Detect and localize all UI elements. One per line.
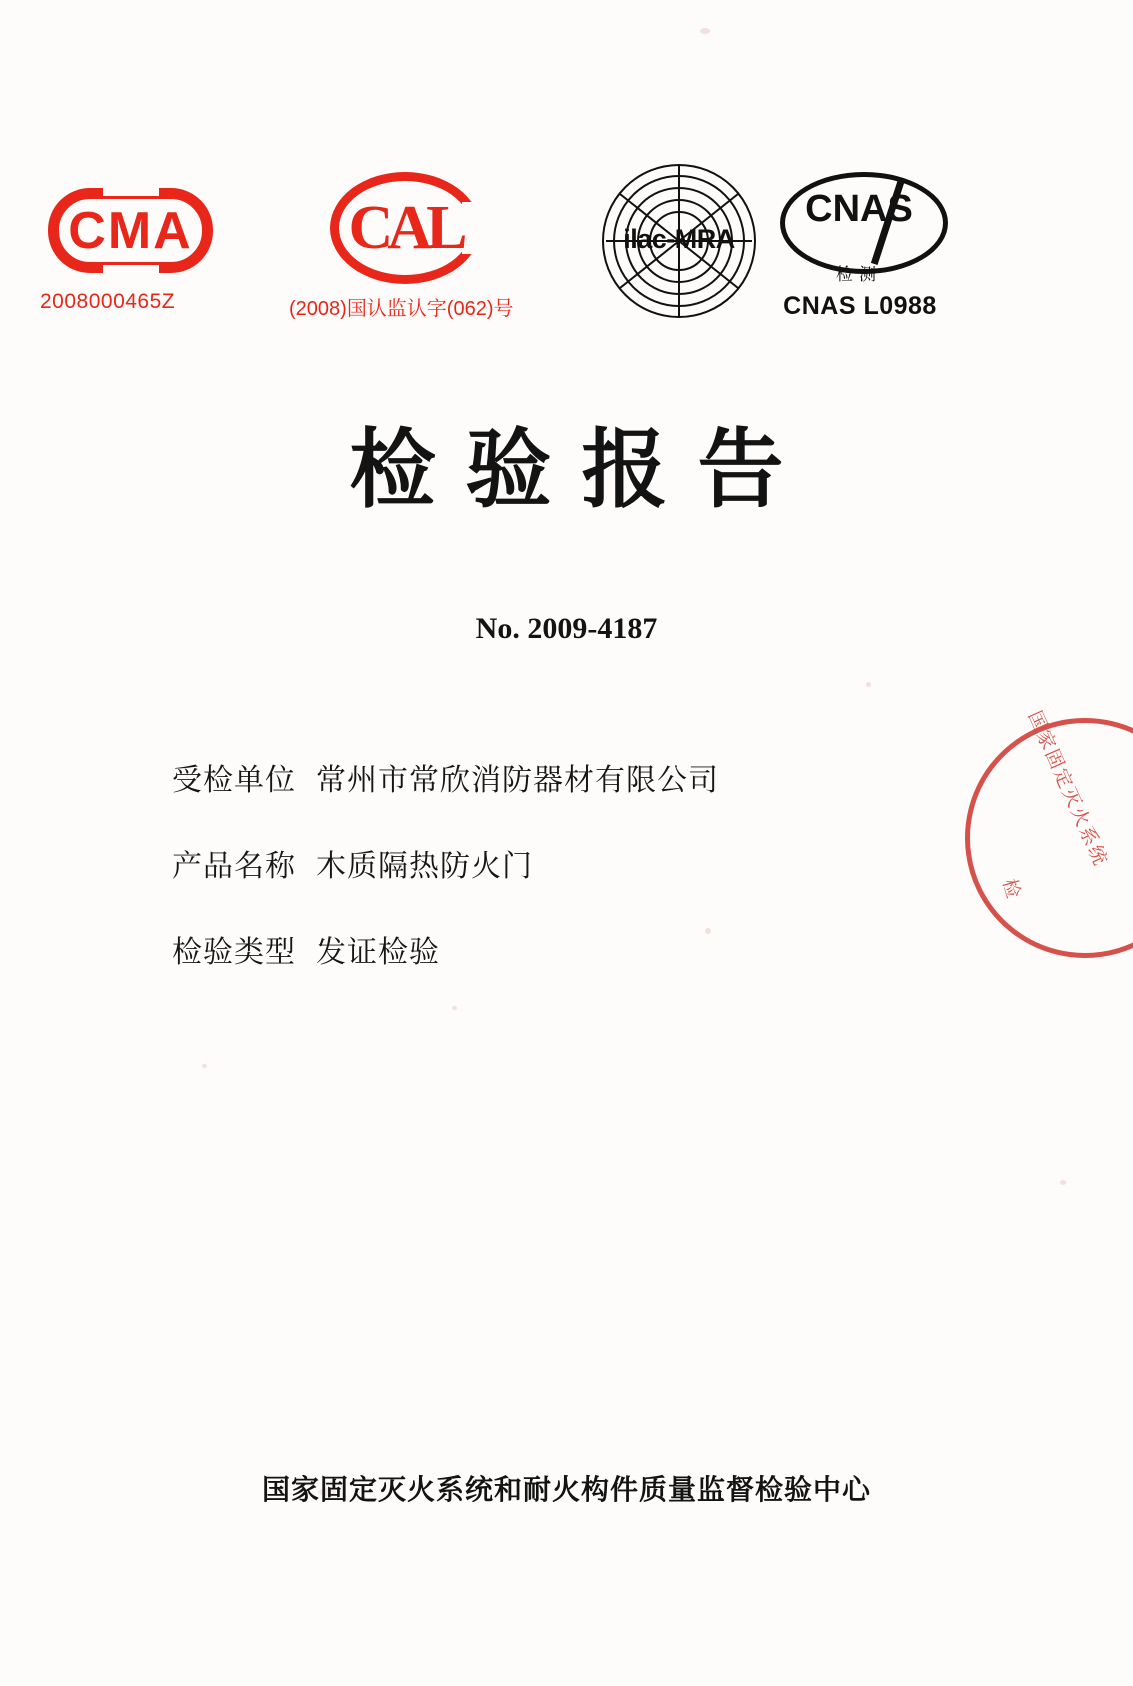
ilac-mra-icon bbox=[600, 162, 758, 320]
cnas-sublabel: 检测 bbox=[836, 265, 882, 284]
field-label-product-name: 产品名称 bbox=[172, 849, 296, 884]
field-label-inspected-unit: 受检单位 bbox=[172, 763, 296, 798]
field-row bbox=[172, 755, 932, 799]
field-row bbox=[172, 927, 932, 971]
cal-icon bbox=[330, 172, 480, 284]
cma-label: CMA bbox=[68, 201, 193, 260]
cnas-code: CNAS L0988 bbox=[783, 292, 937, 320]
cal-code: (2008)国认监认字(062)号 bbox=[289, 298, 514, 320]
paper-speck bbox=[202, 1064, 207, 1068]
field-row bbox=[172, 841, 932, 885]
official-seal-stamp bbox=[949, 702, 1133, 973]
page-title: 检验报告 bbox=[349, 420, 814, 520]
cal-label: CAL bbox=[348, 193, 462, 262]
seal-text-line1: 国家固定灭火系统 bbox=[1023, 707, 1112, 871]
field-value-inspected-unit: 常州市常欣消防器材有限公司 bbox=[316, 763, 719, 798]
cma-icon bbox=[48, 188, 213, 273]
accreditation-marks-row bbox=[0, 150, 1133, 350]
report-number: No. 2009-4187 bbox=[475, 612, 658, 645]
paper-speck bbox=[1060, 1180, 1066, 1185]
cma-code: 2008000465Z bbox=[40, 290, 176, 313]
paper-speck bbox=[700, 28, 710, 34]
paper-speck bbox=[866, 682, 871, 687]
report-fields bbox=[172, 755, 932, 1013]
field-value-inspection-type: 发证检验 bbox=[316, 935, 440, 970]
ilac-mra-label: ilac-MRA bbox=[623, 224, 735, 254]
field-label-inspection-type: 检验类型 bbox=[172, 935, 296, 970]
cnas-icon bbox=[780, 172, 940, 290]
seal-text-line2: 检 bbox=[997, 876, 1025, 903]
footer-organization: 国家固定灭火系统和耐火构件质量监督检验中心 bbox=[261, 1473, 871, 1506]
field-value-product-name: 木质隔热防火门 bbox=[316, 849, 533, 884]
cnas-label: CNAS bbox=[805, 188, 913, 230]
